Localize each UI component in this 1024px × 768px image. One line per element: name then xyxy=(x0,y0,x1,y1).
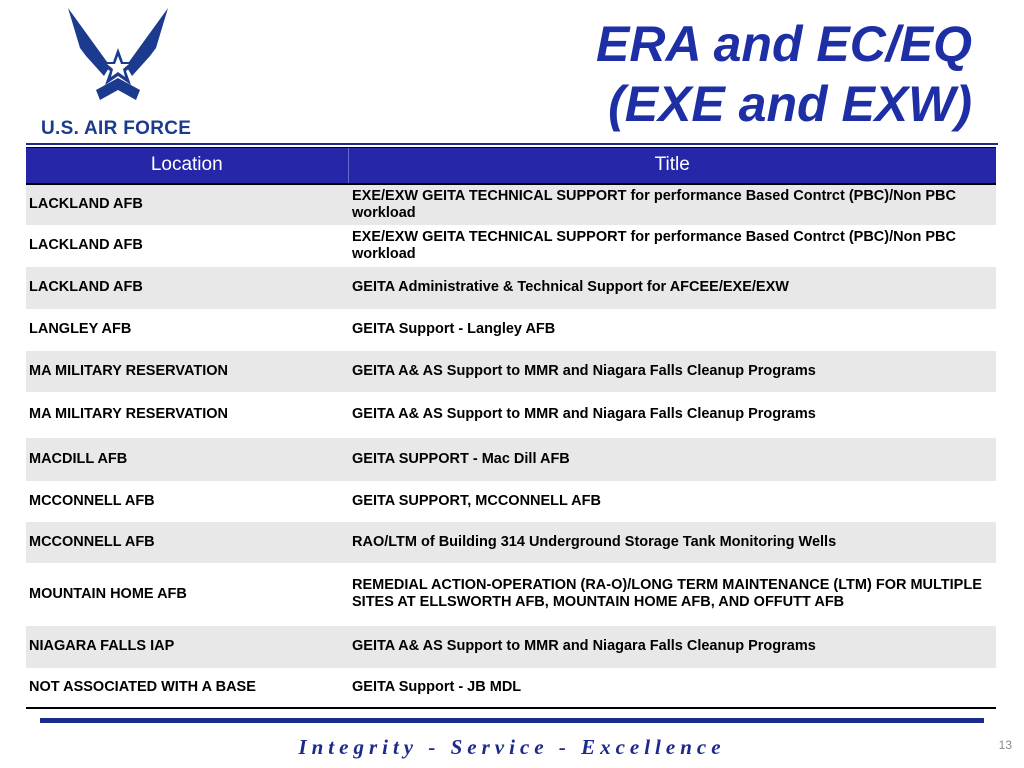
air-force-wings-icon xyxy=(66,8,170,108)
location-cell: LANGLEY AFB xyxy=(29,321,132,337)
table-row xyxy=(26,522,996,563)
title-cell: RAO/LTM of Building 314 Underground Storage Tank Monitoring Wells xyxy=(348,522,996,563)
location-cell: LACKLAND AFB xyxy=(26,184,348,225)
title-cell: EXE/EXW GEITA TECHNICAL SUPPORT for performance Based Contrct (PBC)/Non PBC workload xyxy=(352,228,956,262)
location-cell: NIAGARA FALLS IAP xyxy=(26,626,348,668)
footer-motto: Integrity - Service - Excellence xyxy=(298,735,726,759)
table-row xyxy=(26,563,996,626)
title-cell: GEITA A& AS Support to MMR and Niagara Falls Cleanup Programs xyxy=(352,406,816,422)
table-row xyxy=(26,225,996,267)
title-cell: GEITA SUPPORT - Mac Dill AFB xyxy=(348,438,996,481)
title-cell: GEITA A& AS Support to MMR and Niagara Falls Cleanup Programs xyxy=(348,351,996,392)
location-cell: MA MILITARY RESERVATION xyxy=(29,406,228,422)
table-row xyxy=(26,438,996,481)
table-row xyxy=(26,392,996,438)
column-header-location: Location xyxy=(26,148,348,184)
location-cell: MACDILL AFB xyxy=(26,438,348,481)
data-table xyxy=(26,147,996,709)
table-row xyxy=(26,668,996,708)
title-cell: REMEDIAL ACTION-OPERATION (RA-O)/LONG TERM MAINTENANCE (LTM) FOR MULTIPLE SITES AT ELLSWORTH AFB, MOUNTAIN HOME AFB, AND OFFUTT AFB xyxy=(352,577,982,610)
location-cell: MOUNTAIN HOME AFB xyxy=(29,585,187,602)
table-header-row xyxy=(26,148,996,184)
title-cell: GEITA Support - JB MDL xyxy=(348,668,996,708)
table-row xyxy=(26,267,996,309)
location-cell: MCCONNELL AFB xyxy=(26,522,348,563)
title-cell: GEITA A& AS Support to MMR and Niagara Falls Cleanup Programs xyxy=(348,626,996,668)
bottom-divider xyxy=(40,718,984,723)
title-cell: EXE/EXW GEITA TECHNICAL SUPPORT for performance Based Contrct (PBC)/Non PBC workload xyxy=(348,184,996,225)
column-header-title: Title xyxy=(348,148,996,184)
air-force-logo xyxy=(28,8,208,138)
table-row xyxy=(26,309,996,351)
top-divider xyxy=(26,143,998,145)
title-cell: GEITA SUPPORT, MCCONNELL AFB xyxy=(352,492,601,509)
slide-title xyxy=(596,14,972,134)
title-cell: GEITA Support - Langley AFB xyxy=(352,321,556,337)
table-row xyxy=(26,481,996,522)
table-row xyxy=(26,351,996,392)
location-cell: LACKLAND AFB xyxy=(29,237,143,253)
logo-text: U.S. AIR FORCE xyxy=(41,118,192,139)
location-cell: MCCONNELL AFB xyxy=(29,492,155,509)
title-cell: GEITA Administrative & Technical Support for AFCEE/EXE/EXW xyxy=(348,267,996,309)
title-line-2: (EXE and EXW) xyxy=(608,76,972,132)
location-cell: NOT ASSOCIATED WITH A BASE xyxy=(26,668,348,708)
page-number: 13 xyxy=(998,738,1012,752)
table-row xyxy=(26,184,996,225)
title-line-1: ERA and EC/EQ xyxy=(596,16,972,72)
location-cell: LACKLAND AFB xyxy=(26,267,348,309)
location-cell: MA MILITARY RESERVATION xyxy=(26,351,348,392)
table-row xyxy=(26,626,996,668)
